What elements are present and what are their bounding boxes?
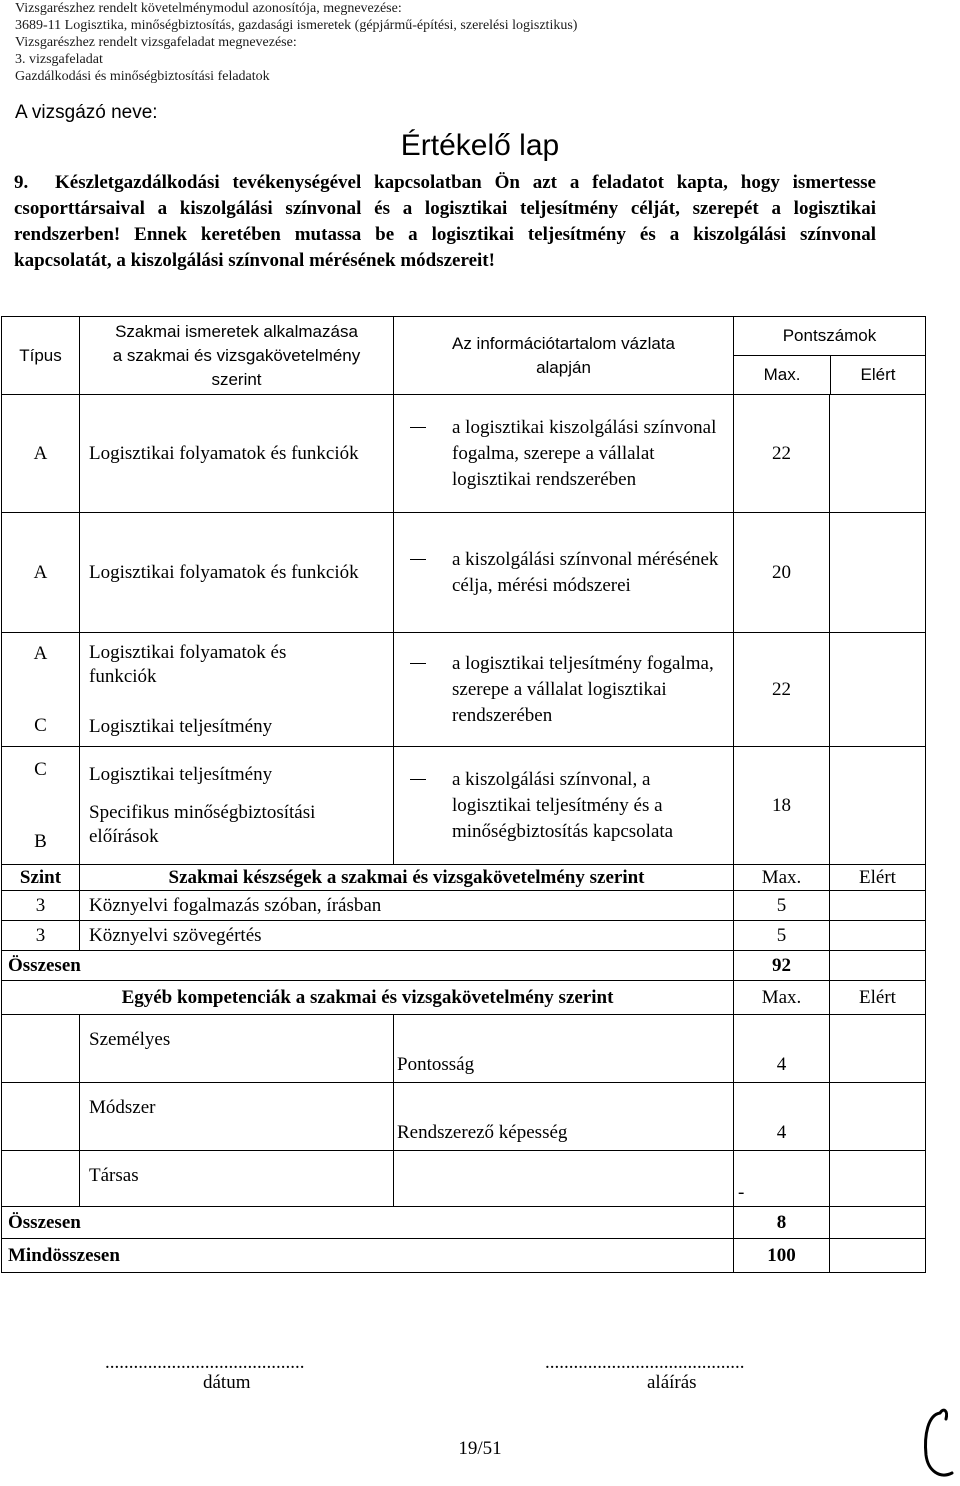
row-outline <box>394 395 734 513</box>
table-row <box>2 395 926 513</box>
row-achieved[interactable] <box>830 513 926 633</box>
grand-total-value: 100 <box>734 1239 830 1273</box>
subtotal-label: Összesen <box>2 951 734 981</box>
competency-name: Pontosság <box>394 1015 734 1083</box>
outline-text: a logisztikai kiszolgálási színvonal fogalma, szerepe a vállalat logisztikai rendszerében <box>452 416 717 490</box>
table-header-row <box>2 317 926 395</box>
skills-title: Szakmai készségek a szakmai és vizsgakövetelmény szerint <box>80 865 734 891</box>
header-line: Vizsgarészhez rendelt követelménymodul azonosítója, megnevezése: <box>15 1 402 16</box>
competency-max: - <box>734 1151 830 1207</box>
row-knowledge <box>80 633 394 747</box>
row-type-2: B <box>34 830 47 852</box>
knowledge-1: Logisztikai teljesítmény <box>89 763 273 785</box>
skill-max: 5 <box>734 891 830 921</box>
points-header <box>734 317 926 395</box>
competency-max: 4 <box>734 1083 830 1151</box>
max-header: Max. <box>734 356 831 394</box>
row-max: 22 <box>734 395 830 513</box>
task-description <box>14 170 876 274</box>
row-type-1: A <box>33 642 48 664</box>
competencies-header-row <box>2 981 926 1015</box>
document-header <box>15 0 577 85</box>
competency-name: Rendszerező képesség <box>394 1083 734 1151</box>
skill-achieved[interactable] <box>830 921 926 951</box>
skill-row <box>2 891 926 921</box>
competencies-max-header: Max. <box>734 981 830 1015</box>
skill-max: 5 <box>734 921 830 951</box>
level-header: Szint <box>2 865 80 891</box>
grand-total-row <box>2 1239 926 1273</box>
skills-max-header: Max. <box>734 865 830 891</box>
competencies-title: Egyéb kompetenciák a szakmai és vizsgakövetelmény szerint <box>2 981 734 1015</box>
row-knowledge: Logisztikai folyamatok és funkciók <box>80 513 394 633</box>
skill-level: 3 <box>2 921 80 951</box>
table-row <box>2 747 926 865</box>
points-subheader <box>734 356 925 394</box>
subtotal-achieved[interactable] <box>830 1207 926 1239</box>
row-outline <box>394 513 734 633</box>
skill-row <box>2 921 926 951</box>
outline-header-line: alapján <box>536 357 591 377</box>
competency-category: Személyes <box>80 1015 394 1083</box>
competency-empty <box>2 1151 80 1207</box>
competency-row <box>2 1015 926 1083</box>
competency-row <box>2 1083 926 1151</box>
outline-header-line: Az információtartalom vázlata <box>452 333 675 353</box>
header-line: 3. vizsgafeladat <box>15 52 103 67</box>
knowledge-2: Specifikus minőségbiztosítási előírások <box>89 801 316 847</box>
skill-name: Köznyelvi szövegértés <box>80 921 734 951</box>
subtotal-row <box>2 951 926 981</box>
knowledge-header-line: szerint <box>211 369 262 389</box>
handwritten-initial-mark <box>918 1405 958 1483</box>
competency-row <box>2 1151 926 1207</box>
task-number: 9. <box>14 172 29 193</box>
subtotal-row <box>2 1207 926 1239</box>
competency-category: Társas <box>80 1151 394 1207</box>
grand-total-achieved[interactable] <box>830 1239 926 1273</box>
row-type: A <box>2 395 80 513</box>
subtotal-value: 92 <box>734 951 830 981</box>
table-row <box>2 633 926 747</box>
row-achieved[interactable] <box>830 747 926 865</box>
grand-total-label: Mindösszesen <box>2 1239 734 1273</box>
competency-empty <box>2 1015 80 1083</box>
row-type: A <box>2 513 80 633</box>
competencies-achieved-header: Elért <box>830 981 926 1015</box>
subtotal-value: 8 <box>734 1207 830 1239</box>
competency-max: 4 <box>734 1015 830 1083</box>
outline-text: a kiszolgálási színvonal, a logisztikai teljesítmény és a minőségbiztosítás kapcsolata <box>452 768 674 842</box>
row-max: 18 <box>734 747 830 865</box>
table-row <box>2 513 926 633</box>
row-outline <box>394 747 734 865</box>
skills-header-row <box>2 865 926 891</box>
examinee-name-label: A vizsgázó neve: <box>15 102 158 123</box>
achieved-header: Elért <box>860 365 896 384</box>
skill-name: Köznyelvi fogalmazás szóban, írásban <box>80 891 734 921</box>
row-achieved[interactable] <box>830 395 926 513</box>
date-label: dátum <box>203 1372 251 1393</box>
points-label: Pontszámok <box>734 317 925 356</box>
skills-achieved-header: Elért <box>830 865 926 891</box>
header-line: 3689-11 Logisztika, minőségbiztosítás, gazdasági ismeretek (gépjármű-építési, szerelési logisztikus) <box>15 18 578 33</box>
knowledge-2: Logisztikai teljesítmény <box>89 715 273 737</box>
evaluation-table <box>1 316 926 1273</box>
subtotal-achieved[interactable] <box>830 951 926 981</box>
row-type <box>2 747 80 865</box>
row-max: 22 <box>734 633 830 747</box>
signature-label: aláírás <box>647 1372 697 1393</box>
row-type <box>2 633 80 747</box>
knowledge-header <box>80 317 394 395</box>
competency-name <box>394 1151 734 1207</box>
knowledge-header-line: Szakmai ismeretek alkalmazása <box>115 321 358 341</box>
outline-text: a logisztikai teljesítmény fogalma, szerepe a vállalat logisztikai rendszerében <box>452 652 714 726</box>
skill-level: 3 <box>2 891 80 921</box>
subtotal-label: Összesen <box>2 1207 734 1239</box>
outline-text: a kiszolgálási színvonal mérésének célja, mérési módszerei <box>452 548 719 596</box>
row-type-2: C <box>34 714 47 736</box>
row-outline <box>394 633 734 747</box>
row-type-1: C <box>34 758 47 780</box>
competency-achieved[interactable] <box>830 1151 926 1207</box>
knowledge-1: Logisztikai folyamatok és funkciók <box>89 641 287 687</box>
skill-achieved[interactable] <box>830 891 926 921</box>
page-title: Értékelő lap <box>400 129 560 162</box>
row-knowledge: Logisztikai folyamatok és funkciók <box>80 395 394 513</box>
signature-dots: .......................................... <box>545 1352 745 1373</box>
header-line: Vizsgarészhez rendelt vizsgafeladat megnevezése: <box>15 35 297 50</box>
row-knowledge <box>80 747 394 865</box>
date-dots: .......................................... <box>105 1352 305 1373</box>
type-header: Típus <box>2 317 80 395</box>
competency-achieved[interactable] <box>830 1083 926 1151</box>
row-achieved[interactable] <box>830 633 926 747</box>
competency-empty <box>2 1083 80 1151</box>
knowledge-header-line: a szakmai és vizsgakövetelmény <box>112 345 361 365</box>
competency-achieved[interactable] <box>830 1015 926 1083</box>
page-number: 19/51 <box>458 1438 502 1459</box>
task-text: Készletgazdálkodási tevékenységével kapcsolatban Ön azt a feladatot kapta, hogy ismertesse csoporttársaival a kiszolgálási színvonal és a logisztikai teljesítmény célját, szerepét a logisztikai rendszerben! Ennek keretében mutassa be a logisztikai teljesítmény és a kiszolgálási színvonal kapcsolatát, a kiszolgálási színvonal mérésének módszereit! <box>14 172 876 271</box>
row-max: 20 <box>734 513 830 633</box>
outline-header <box>394 317 734 395</box>
competency-category: Módszer <box>80 1083 394 1151</box>
header-line: Gazdálkodási és minőségbiztosítási feladatok <box>15 69 270 84</box>
